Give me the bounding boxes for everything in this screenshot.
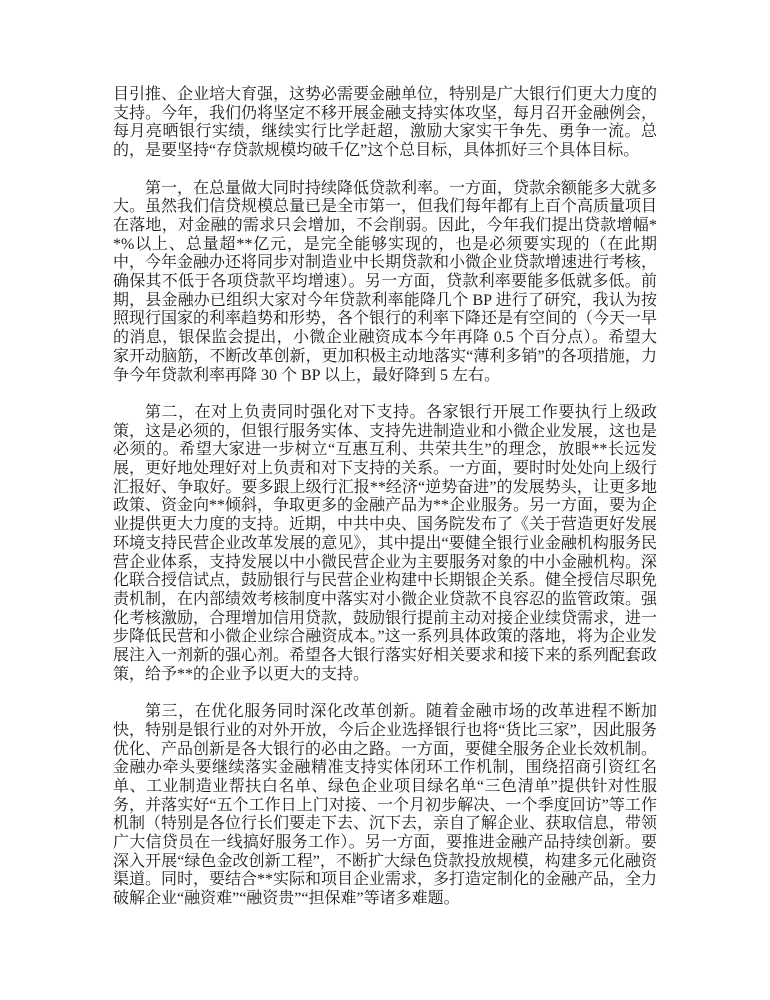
- paragraph-point-two: 第二，在对上负责同时强化对下支持。各家银行开展工作要执行上级政策，这是必须的，但银行服务实体、支持先进制造业和小微企业发展，这也是必须的。希望大家进一步树立“互惠互利、共荣共生”的理念，放眼**长远发展，更好地处理好对上负责和对下支持的关系。一方面，要时时处处向上级行汇报好、争取好。要多跟上级行汇报**经济“逆势奋进”的发展势头，让更多地政策、资金向**倾斜，争取更多的金融产品为**企业服务。另一方面，要为企业提供更大力度的支持。近期，中共中央、国务院发布了《关于营造更好发展环境支持民营企业改革发展的意见》，其中提出“要健全银行业金融机构服务民营企业体系，支持发展以中小微民营企业为主要服务对象的中小金融机构。深化联合授信试点，鼓励银行与民营企业构建中长期银企关系。健全授信尽职免责机制，在内部绩效考核制度中落实对小微企业贷款不良容忍的监管政策。强化考核激励，合理增加信用贷款，鼓励银行提前主动对接企业续贷需求，进一步降低民营和小微企业综合融资成本。”这一系列具体政策的落地，将为企业发展注入一剂新的强心剂。希望各大银行落实好相关要求和接下来的系列配套政策，给予**的企业予以更大的支持。: [113, 403, 658, 683]
- paragraph-point-three: 第三，在优化服务同时深化改革创新。随着金融市场的改革进程不断加快，特别是银行业的对外开放，今后企业选择银行也将“货比三家”，因此服务优化、产品创新是各大银行的必由之路。一方面，要健全服务企业长效机制。金融办牵头要继续落实金融精准支持实体闭环工作机制，围绕招商引资红名单、工业制造业帮扶白名单、绿色企业项目绿名单“三色清单”提供针对性服务，并落实好“五个工作日上门对接、一个月初步解决、一个季度回访”等工作机制（特别是各位行长们要走下去、沉下去，亲自了解企业、获取信息，带领广大信贷员在一线搞好服务工作）。另一方面，要推进金融产品持续创新。要深入开展“绿色金改创新工程”，不断扩大绿色贷款投放规模，构建多元化融资渠道。同时，要结合**实际和项目企业需求，多打造定制化的金融产品，全力破解企业“融资难”“融资贵”“担保难”等诸多难题。: [113, 703, 658, 908]
- paragraph-point-one: 第一，在总量做大同时持续降低贷款利率。一方面，贷款余额能多大就多大。虽然我们信贷规模总量已是全市第一，但我们每年都有上百个高质量项目在落地，对金融的需求只会增加，不会削弱。因此，今年我们提出贷款增幅**%以上、总量超**亿元，是完全能够实现的，也是必须要实现的（在此期中，今年金融办还将同步对制造业中长期贷款和小微企业贷款增速进行考核，确保其不低于各项贷款平均增速）。另一方面，贷款利率要能多低就多低。前期，县金融办已组织大家对今年贷款利率能降几个 BP 进行了研究，我认为按照现行国家的利率趋势和形势，各个银行的利率下降还是有空间的（今天一早的消息，银保监会提出，小微企业融资成本今年再降 0.5 个百分点）。希望大家开动脑筋，不断改革创新，更加积极主动地落实“薄利多销”的各项措施，力争今年贷款利率再降 30 个 BP 以上，最好降到 5 左右。: [113, 179, 658, 384]
- paragraph-intro: 目引推、企业培大育强，这势必需要金融单位，特别是广大银行们更大力度的支持。今年，我们仍将坚定不移开展金融支持实体攻坚，每月召开金融例会，每月亮晒银行实绩，继续实行比学赶超，激励大家实干争先、勇争一流。总的，是要坚持“存贷款规模均破千亿”这个总目标，具体抓好三个具体目标。: [113, 86, 658, 160]
